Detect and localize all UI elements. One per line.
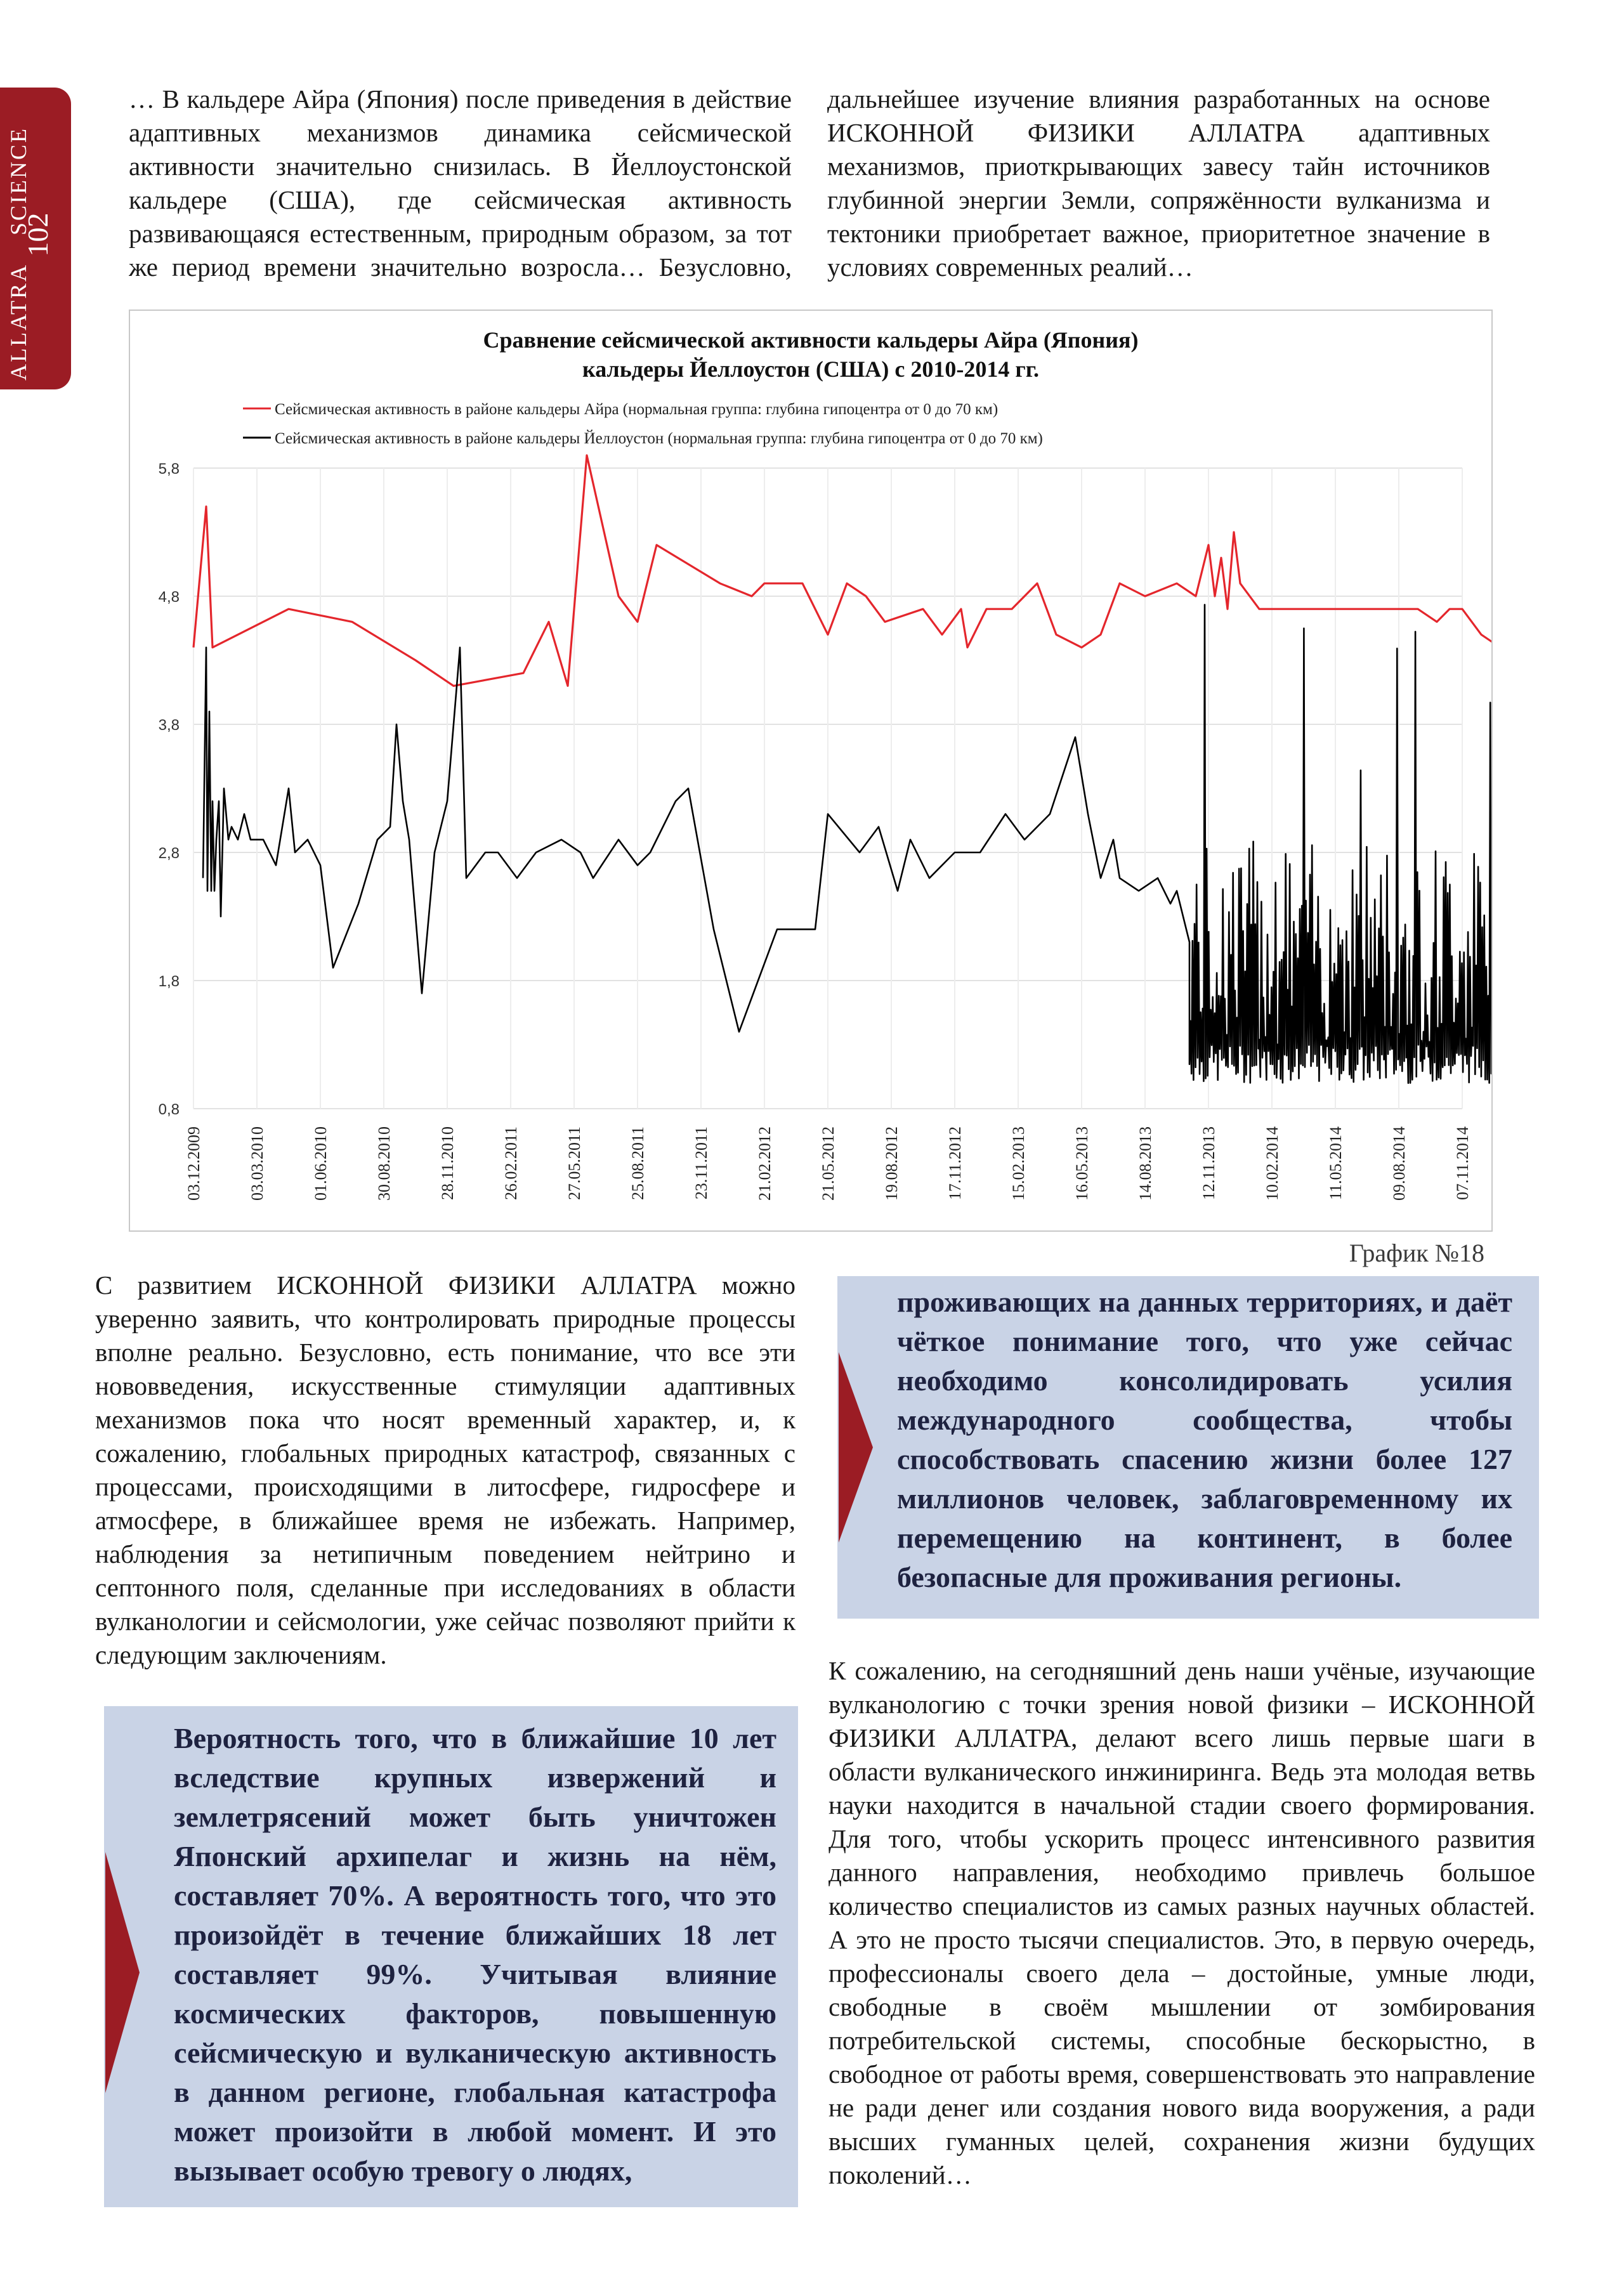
x-tick-label: 16.05.2013 — [1073, 1126, 1091, 1201]
right-body-text: К сожалению, на сегодняшний день наши учёные, изучающие вулканологию с точки зрения новой физики – ИСКОННОЙ ФИЗИКИ АЛЛАТРА, делают всего лишь первые шаги в области вулканического инжиниринга. Ведь эта молодая ветвь науки находится в начальной стадии своего формирования. Для того, чтобы ускорить процесс интенсивного развития данного направления, необходимо привлечь большое количество специалистов из самых разных научных областей. А это не просто тысячи специалистов. Это, в первую очередь, профессионалы своего дела – достойные, умные люди, свободные в своём мышлении от зомбирования потребительской системы, способные бескорыстно, в свободное от работы время, совершенствовать это направление не ради денег или создания нового вида вооружения, а ради высших гуманных целей, сохранения жизни будущих поколений… — [828, 1656, 1535, 2189]
x-tick-label: 03.03.2010 — [248, 1126, 266, 1201]
chart-series — [193, 455, 1491, 1083]
x-tick-label: 14.08.2013 — [1136, 1126, 1155, 1201]
x-tick-label: 17.11.2012 — [946, 1126, 964, 1201]
page-number: 102 — [22, 212, 54, 257]
y-tick-label: 0,8 — [158, 1101, 180, 1118]
x-tick-label: 09.08.2014 — [1390, 1126, 1408, 1201]
x-tick-label: 30.08.2010 — [375, 1126, 393, 1201]
series-line-yellowstone — [203, 604, 1491, 1083]
x-tick-label: 28.11.2010 — [438, 1126, 457, 1201]
x-tick-label: 03.12.2009 — [185, 1126, 203, 1201]
x-tick-label: 26.02.2011 — [502, 1126, 520, 1201]
x-tick-label: 21.05.2012 — [819, 1126, 837, 1201]
seismic-chart — [130, 311, 1491, 1230]
x-tick-label: 19.08.2012 — [882, 1126, 901, 1201]
y-tick-label: 5,8 — [158, 460, 180, 478]
x-tick-label: 11.05.2014 — [1326, 1126, 1345, 1201]
y-tick-label: 2,8 — [158, 845, 180, 862]
x-tick-label: 01.06.2010 — [311, 1126, 330, 1201]
callout-right — [828, 1276, 1539, 1619]
chart-container — [129, 310, 1493, 1232]
callout-right-arrow — [828, 1276, 886, 1619]
y-axis-ticks — [159, 460, 180, 1118]
x-tick-label: 15.02.2013 — [1009, 1126, 1028, 1201]
legend-label-yellowstone: Сейсмическая активность в районе кальдеры Йеллоустон (нормальная группа: глубина гипоцентра от 0 до 70 км) — [275, 430, 1043, 447]
callout-left-arrow — [95, 1706, 152, 2207]
chart-title-line2: кальдеры Йеллоустон (США) с 2010-2014 гг. — [582, 356, 1039, 382]
callout-left-text: Вероятность того, что в ближайшие 10 лет вследствие крупных извержений и землетрясений может быть уничтожен Японский архипелаг и жизнь на нём, составляет 70%. А вероятность того, что это произойдёт в течение ближайших 18 лет составляет 99%. Учитывая влияние космических факторов, повышенную сейсмическую и вулканическую активность в данном регионе, глобальная катастрофа может произойти в любой момент. И это вызывает особую тревогу о людях, — [174, 1722, 776, 2187]
left-body-text: С развитием ИСКОННОЙ ФИЗИКИ АЛЛАТРА можно уверенно заявить, что контролировать природные процессы вполне реально. Безусловно, есть понимание, что все эти нововведения, искусственные стимуляции адаптивных механизмов пока что носят временный характер, и, к сожалению, глобальных природных катастроф, связанных с процессами, происходящими в литосфере, гидросфере и атмосфере, в ближайшее время не избежать. Например, наблюдения за нетипичным поведением нейтрино и септонного поля, сделанные при исследованиях в области вулканологии и сейсмологии, уже сейчас позволяют прийти к следующим заключениям. — [95, 1270, 796, 1669]
callout-right-text: проживающих на данных территориях, и даёт чёткое понимание того, что уже сейчас необходимо консолидировать усилия международного сообщества, чтобы способствовать спасению жизни более 127 миллионов человек, заблаговременному их перемещению на континент, в более безопасные для проживания регионы. — [897, 1286, 1512, 1593]
x-tick-label: 27.05.2011 — [565, 1126, 584, 1201]
intro-text: … В кальдере Айра (Япония) после приведения в действие адаптивных механизмов динамика сейсмической активности значительно снизилась. В Йеллоустонской кальдере (США), где сейсмическая активность развивающаяся естественным, природным образом, за тот же период времени значительно возросла… Безусловно, дальнейшее изучение влияния разработанных на основе ИСКОННОЙ ФИЗИКИ АЛЛАТРА адаптивных механизмов, приоткрывающих завесу тайн источников глубинной энергии Земли, сопряжённости вулканизма и тектоники приобретает важное, приоритетное значение в условиях современных реалий… — [129, 84, 1490, 282]
x-tick-label: 12.11.2013 — [1200, 1126, 1218, 1201]
legend-label-aira: Сейсмическая активность в районе кальдеры Айра (нормальная группа: глубина гипоцентра от 0 до 70 км) — [275, 401, 999, 418]
y-tick-label: 1,8 — [158, 973, 180, 990]
series-line-aira — [193, 455, 1491, 699]
brand-label: ALLATRA — [6, 264, 31, 381]
x-tick-label: 10.02.2014 — [1263, 1126, 1281, 1201]
x-tick-label: 23.11.2011 — [692, 1126, 710, 1200]
x-axis-ticks — [185, 1126, 1472, 1201]
callout-left — [95, 1706, 798, 2207]
y-tick-label: 3,8 — [158, 717, 180, 734]
chart-caption: График №18 — [1349, 1239, 1484, 1267]
chart-title-line1: Сравнение сейсмической активности кальдеры Айра (Япония) — [483, 327, 1139, 353]
x-tick-label: 25.08.2011 — [629, 1126, 647, 1201]
x-tick-label: 07.11.2014 — [1453, 1126, 1472, 1201]
section-label: SCIENCE — [6, 126, 31, 235]
x-tick-label: 21.02.2012 — [756, 1126, 774, 1201]
y-tick-label: 4,8 — [158, 589, 180, 606]
